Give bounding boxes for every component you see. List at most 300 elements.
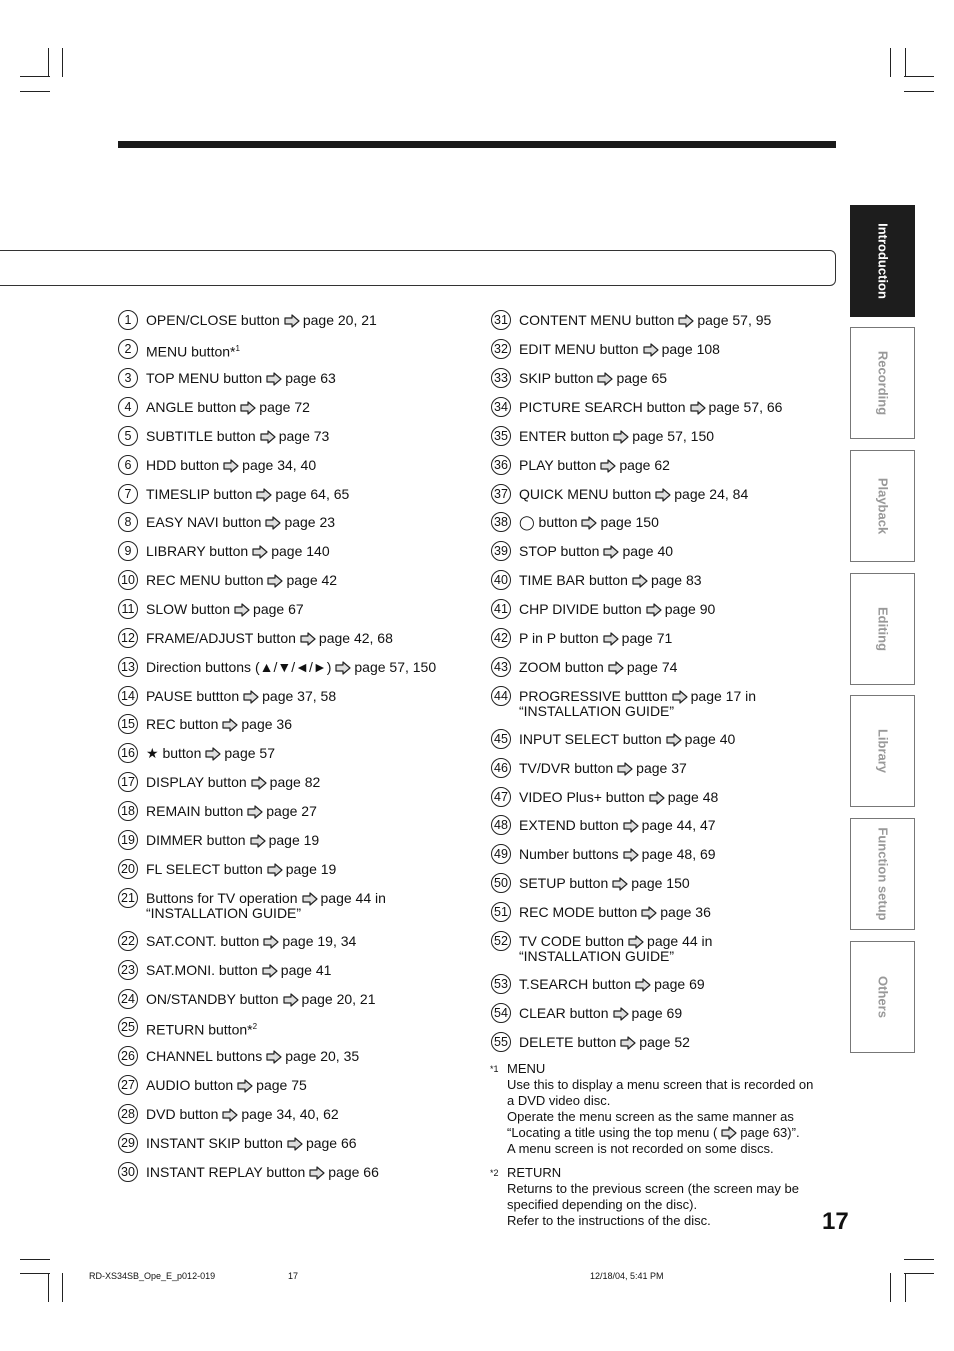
item-name: VIDEO Plus+ button [519, 789, 645, 805]
item-number-circle: 51 [491, 902, 511, 922]
item-name: TIME BAR button [519, 572, 628, 588]
item-name: QUICK MENU button [519, 486, 652, 502]
item-text [146, 746, 275, 761]
arrow-icon [252, 545, 268, 559]
item-number-circle: 29 [118, 1133, 138, 1153]
item-name: REC MENU button [146, 572, 264, 588]
item-name: ★ button [146, 745, 202, 761]
item-number-circle: 30 [118, 1162, 138, 1182]
arrow-icon [635, 978, 651, 992]
item-text [146, 1136, 357, 1151]
item-page-ref: page 37, 58 [262, 688, 337, 704]
item-name: T.SEARCH button [519, 976, 632, 992]
item-number-circle: 34 [491, 397, 511, 417]
item-name: RETURN button* [146, 1021, 253, 1038]
arrow-icon [721, 1126, 737, 1140]
item-name: REC MODE button [519, 904, 638, 920]
item-text [519, 689, 756, 718]
item-number-circle: 21 [118, 888, 138, 908]
item-text [146, 487, 349, 502]
item-name: CONTENT MENU button [519, 312, 675, 328]
item-name: ◯ button [519, 514, 578, 530]
item-name: Buttons for TV operation [146, 890, 298, 906]
item-text [519, 818, 716, 833]
footnote-line-text: Operate the menu screen as the same manner as [507, 1109, 794, 1124]
item-number-circle: 37 [491, 484, 511, 504]
item-name: DELETE button [519, 1034, 617, 1050]
item-page-ref-continued: “INSTALLATION GUIDE” [146, 905, 302, 921]
item-name: PLAY button [519, 457, 597, 473]
item-page-ref: page 57, 95 [697, 312, 772, 328]
item-page-ref: page 66 [328, 1164, 379, 1180]
crop-mark [904, 1259, 934, 1260]
item-name: EDIT MENU button [519, 341, 639, 357]
item-page-ref: page 74 [626, 659, 678, 675]
crop-mark [62, 1273, 63, 1302]
footnote-line-text: A menu screen is not recorded on some discs. [507, 1141, 774, 1156]
item-text [519, 400, 782, 415]
arrow-icon [623, 848, 639, 862]
item-number-circle: 50 [491, 873, 511, 893]
footnote-title: RETURN [507, 1165, 562, 1180]
arrow-icon [335, 661, 351, 675]
item-name: CHANNEL buttons [146, 1048, 263, 1064]
arrow-icon [646, 603, 662, 617]
arrow-icon [263, 935, 279, 949]
footer-page: 17 [288, 1271, 299, 1281]
arrow-icon [251, 776, 267, 790]
item-page-ref: page 19 [285, 861, 337, 877]
item-page-ref: page 57, 150 [632, 428, 715, 444]
item-text [519, 790, 718, 805]
crop-mark [48, 1273, 49, 1302]
item-name: PICTURE SEARCH button [519, 399, 686, 415]
item-number-circle: 18 [118, 801, 138, 821]
arrow-icon [620, 1036, 636, 1050]
arrow-icon [256, 488, 272, 502]
side-tab-recording[interactable] [850, 327, 915, 439]
footnote-line [507, 1109, 813, 1125]
item-text [519, 977, 705, 992]
item-page-ref: page 69 [654, 976, 705, 992]
crop-mark [904, 91, 934, 92]
item-text [519, 732, 735, 747]
item-page-ref: page 27 [266, 803, 317, 819]
arrow-icon [603, 632, 619, 646]
crop-mark [62, 48, 63, 77]
item-page-ref: page 65 [616, 370, 668, 386]
crop-mark [904, 76, 934, 77]
arrow-icon [205, 747, 221, 761]
item-number-circle: 43 [491, 657, 511, 677]
item-text [146, 717, 292, 732]
side-tab-introduction[interactable] [850, 205, 915, 317]
item-number-circle: 32 [491, 339, 511, 359]
arrow-icon [641, 906, 657, 920]
item-number-circle: 42 [491, 628, 511, 648]
item-page-ref: page 20, 21 [302, 312, 377, 328]
arrow-icon [581, 516, 597, 530]
item-name: DVD button [146, 1106, 219, 1122]
item-page-ref: page 36 [241, 716, 292, 732]
footer-date: 12/18/04, 5:41 PM [590, 1271, 664, 1281]
item-name: EASY NAVI button [146, 514, 262, 530]
footnote-marker: 1 [235, 344, 240, 353]
item-name: DISPLAY button [146, 774, 247, 790]
item-page-ref: page 34, 40, 62 [241, 1106, 339, 1122]
arrow-icon [655, 488, 671, 502]
arrow-icon [222, 1108, 238, 1122]
arrow-icon [666, 733, 682, 747]
item-name: STOP button [519, 543, 600, 559]
crop-mark [890, 1273, 891, 1302]
item-text [519, 371, 667, 386]
item-page-ref: page 44, 47 [641, 817, 716, 833]
item-number-circle: 44 [491, 686, 511, 706]
arrow-icon [222, 718, 238, 732]
item-text [146, 775, 320, 790]
item-number-circle: 53 [491, 974, 511, 994]
side-tab-label: Editing [875, 606, 890, 652]
arrow-icon [600, 459, 616, 473]
footnote-marker: 2 [252, 1022, 258, 1031]
footnote-mark: *2 [490, 1168, 499, 1178]
item-number-circle: 38 [491, 512, 511, 532]
side-tab-label: Library [875, 728, 890, 774]
item-page-ref: page 40 [684, 731, 736, 747]
item-number-circle: 40 [491, 570, 511, 590]
footnote-line [507, 1181, 799, 1197]
item-number-circle: 36 [491, 455, 511, 475]
item-number-circle: 33 [491, 368, 511, 388]
footnote-line [507, 1077, 813, 1093]
arrow-icon [613, 430, 629, 444]
item-page-ref: page 44 in [647, 933, 713, 949]
item-page-ref: page 57 [224, 745, 275, 761]
item-name: FRAME/ADJUST button [146, 630, 296, 646]
item-number-circle: 3 [118, 368, 138, 388]
item-page-ref: page 24, 84 [674, 486, 749, 502]
footnote-line [507, 1197, 799, 1213]
item-number-circle: 52 [491, 931, 511, 951]
item-text [519, 429, 714, 444]
side-tab-editing[interactable] [850, 573, 915, 685]
side-tab-label: Others [875, 976, 890, 1018]
item-number-circle: 26 [118, 1046, 138, 1066]
item-name: REC button [146, 716, 219, 732]
item-number-circle: 1 [118, 310, 138, 330]
item-name: FL SELECT button [146, 861, 263, 877]
item-number-circle: 7 [118, 484, 138, 504]
item-name: TV CODE button [519, 933, 625, 949]
arrow-icon [643, 343, 659, 357]
arrow-icon [250, 834, 266, 848]
item-number-circle: 14 [118, 686, 138, 706]
item-text [519, 342, 720, 357]
item-text [519, 1006, 682, 1021]
side-tab-playback[interactable] [850, 450, 915, 562]
footnote-line-text: “Locating a title using the top menu ( [507, 1125, 718, 1140]
footnote-line [507, 1093, 813, 1109]
arrow-icon [267, 574, 283, 588]
item-text [146, 429, 329, 444]
item-number-circle: 54 [491, 1003, 511, 1023]
item-page-ref: page 64, 65 [275, 486, 350, 502]
item-page-ref: page 108 [661, 341, 720, 357]
arrow-icon [262, 964, 278, 978]
arrow-icon [260, 430, 276, 444]
item-text [519, 761, 687, 776]
item-page-ref: page 67 [253, 601, 304, 617]
item-page-ref: page 57, 66 [708, 399, 783, 415]
item-number-circle: 39 [491, 541, 511, 561]
item-page-ref: page 40 [622, 543, 674, 559]
item-text [519, 544, 673, 559]
footnote-body [507, 1061, 813, 1157]
footnote-line-text: a DVD video disc. [507, 1093, 611, 1108]
item-name: SUBTITLE button [146, 428, 256, 444]
item-name: SAT.CONT. button [146, 933, 260, 949]
item-page-ref: page 42 [286, 572, 338, 588]
item-text [146, 1165, 379, 1180]
item-page-ref: page 20, 21 [301, 991, 376, 1007]
item-name: PAUSE buttton [146, 688, 240, 704]
item-text [519, 458, 670, 473]
item-name: INSTANT REPLAY button [146, 1164, 306, 1180]
item-page-ref: page 62 [619, 457, 670, 473]
footnote-body [507, 1165, 799, 1229]
item-page-ref: page 19, 34 [282, 933, 357, 949]
footnote-line-text: Use this to display a menu screen that is recorded on [507, 1077, 814, 1092]
item-name: INPUT SELECT button [519, 731, 662, 747]
item-page-ref: page 34, 40 [242, 457, 317, 473]
item-page-ref: page 63 [285, 370, 336, 386]
item-text [146, 992, 376, 1007]
item-page-ref: page 52 [639, 1034, 690, 1050]
footnote-line-text: Refer to the instructions of the disc. [507, 1213, 711, 1228]
item-text [519, 515, 659, 530]
item-text [146, 1049, 359, 1064]
item-page-ref: page 19 [268, 832, 320, 848]
item-number-circle: 19 [118, 830, 138, 850]
item-page-ref: page 42, 68 [318, 630, 393, 646]
item-page-ref: page 90 [664, 601, 716, 617]
item-text [146, 631, 393, 646]
item-number-circle: 48 [491, 815, 511, 835]
page-number: 17 [822, 1208, 849, 1235]
arrow-icon [223, 459, 239, 473]
crop-mark [890, 48, 891, 77]
item-text [146, 1078, 307, 1093]
footnote-line-text: Returns to the previous screen (the screen may be [507, 1181, 799, 1196]
arrow-icon [243, 690, 259, 704]
item-number-circle: 55 [491, 1032, 511, 1052]
crop-mark [20, 1273, 50, 1274]
item-text [146, 862, 336, 877]
item-name: AUDIO button [146, 1077, 234, 1093]
arrow-icon [649, 791, 665, 805]
item-name: Direction buttons (▲/▼/◄/►) [146, 659, 332, 675]
arrow-icon [597, 372, 613, 386]
item-text [146, 573, 337, 588]
item-page-ref: page 37 [636, 760, 687, 776]
item-number-circle: 47 [491, 787, 511, 807]
item-name: CHP DIVIDE button [519, 601, 642, 617]
item-text [519, 1035, 690, 1050]
arrow-icon [287, 1137, 303, 1151]
arrow-icon [623, 819, 639, 833]
footnote-line-text: specified depending on the disc). [507, 1197, 698, 1212]
arrow-icon [632, 574, 648, 588]
item-text [519, 660, 677, 675]
item-name: EXTEND button [519, 817, 619, 833]
footnote-line [507, 1213, 799, 1229]
arrow-icon [612, 877, 628, 891]
item-page-ref: page 48, 69 [641, 846, 716, 862]
item-text [146, 544, 330, 559]
item-page-ref-continued: “INSTALLATION GUIDE” [519, 703, 675, 719]
item-text [146, 342, 240, 359]
item-number-circle: 9 [118, 541, 138, 561]
crop-mark [20, 1259, 50, 1260]
item-number-circle: 24 [118, 989, 138, 1009]
item-text [146, 934, 356, 949]
item-page-ref: page 36 [660, 904, 711, 920]
item-number-circle: 35 [491, 426, 511, 446]
arrow-icon [266, 1050, 282, 1064]
item-number-circle: 6 [118, 455, 138, 475]
item-number-circle: 17 [118, 772, 138, 792]
arrow-icon [613, 1007, 629, 1021]
item-name: P in P button [519, 630, 599, 646]
side-tab-label: Playback [875, 477, 890, 535]
item-number-circle: 22 [118, 931, 138, 951]
crop-mark [20, 91, 50, 92]
footer-file: RD-XS34SB_Ope_E_p012-019 [89, 1271, 216, 1281]
item-page-ref: page 69 [631, 1005, 683, 1021]
item-text [146, 602, 304, 617]
item-name: PROGRESSIVE buttton [519, 688, 668, 704]
arrow-icon [617, 762, 633, 776]
crop-mark [905, 1273, 906, 1302]
item-number-circle: 5 [118, 426, 138, 446]
item-text [146, 400, 310, 415]
item-number-circle: 27 [118, 1075, 138, 1095]
item-text [146, 515, 335, 530]
item-text [146, 891, 386, 920]
item-name: ZOOM button [519, 659, 604, 675]
arrow-icon [283, 993, 299, 1007]
arrow-icon [608, 661, 624, 675]
item-page-ref: page 48 [667, 789, 719, 805]
footnote-title: MENU [507, 1061, 546, 1076]
item-name: SETUP button [519, 875, 609, 891]
item-page-ref: page 23 [284, 514, 336, 530]
item-number-circle: 4 [118, 397, 138, 417]
side-tab-function-setup[interactable] [850, 818, 915, 930]
side-tab-others[interactable] [850, 941, 915, 1053]
item-text [519, 631, 672, 646]
item-page-ref: page 66 [305, 1135, 357, 1151]
section-heading-box [0, 250, 836, 286]
footnote-line [507, 1141, 813, 1157]
item-name: CLEAR button [519, 1005, 609, 1021]
item-text [519, 905, 711, 920]
item-name: LIBRARY button [146, 543, 249, 559]
item-page-ref: page 83 [650, 572, 702, 588]
item-name: SKIP button [519, 370, 594, 386]
item-text [519, 876, 690, 891]
arrow-icon [309, 1166, 325, 1180]
footnote-mark: *1 [490, 1064, 499, 1074]
item-number-circle: 8 [118, 512, 138, 532]
item-name: REMAIN button [146, 803, 244, 819]
item-text [519, 847, 716, 862]
item-number-circle: 13 [118, 657, 138, 677]
arrow-icon [265, 516, 281, 530]
item-name: Number buttons [519, 846, 619, 862]
item-page-ref: page 57, 150 [354, 659, 437, 675]
item-page-ref: page 71 [621, 630, 673, 646]
item-page-ref: page 41 [280, 962, 332, 978]
item-page-ref: page 73 [278, 428, 330, 444]
item-name: OPEN/CLOSE button [146, 312, 280, 328]
item-page-ref: page 75 [256, 1077, 307, 1093]
item-text [519, 487, 748, 502]
item-page-ref: page 17 in [690, 688, 757, 704]
item-number-circle: 41 [491, 599, 511, 619]
arrow-icon [267, 863, 283, 877]
item-text [146, 371, 336, 386]
item-name: TIMESLIP button [146, 486, 253, 502]
item-number-circle: 25 [118, 1017, 138, 1037]
item-text [146, 313, 377, 328]
item-text [519, 602, 715, 617]
item-page-ref: page 150 [631, 875, 690, 891]
item-number-circle: 12 [118, 628, 138, 648]
item-page-ref: page 140 [271, 543, 330, 559]
item-number-circle: 10 [118, 570, 138, 590]
side-tab-label: Introduction [875, 223, 890, 299]
arrow-icon [678, 314, 694, 328]
arrow-icon [690, 401, 706, 415]
side-tab-library[interactable] [850, 695, 915, 807]
arrow-icon [234, 603, 250, 617]
arrow-icon [603, 545, 619, 559]
item-name: ENTER button [519, 428, 610, 444]
item-text [146, 833, 319, 848]
item-name: MENU button* [146, 343, 236, 360]
crop-mark [20, 76, 50, 77]
crop-mark [904, 1273, 934, 1274]
item-text [146, 804, 317, 819]
item-number-circle: 49 [491, 844, 511, 864]
item-name: DIMMER button [146, 832, 246, 848]
arrow-icon [247, 805, 263, 819]
item-name: TV/DVR button [519, 760, 614, 776]
item-page-ref: page 72 [259, 399, 310, 415]
item-page-ref-continued: “INSTALLATION GUIDE” [519, 948, 675, 964]
item-text [146, 660, 436, 675]
item-number-circle: 20 [118, 859, 138, 879]
arrow-icon [302, 892, 318, 906]
item-number-circle: 45 [491, 729, 511, 749]
crop-mark [905, 48, 906, 77]
arrow-icon [237, 1079, 253, 1093]
item-text [146, 1107, 339, 1122]
item-number-circle: 23 [118, 960, 138, 980]
item-page-ref: page 20, 35 [285, 1048, 360, 1064]
